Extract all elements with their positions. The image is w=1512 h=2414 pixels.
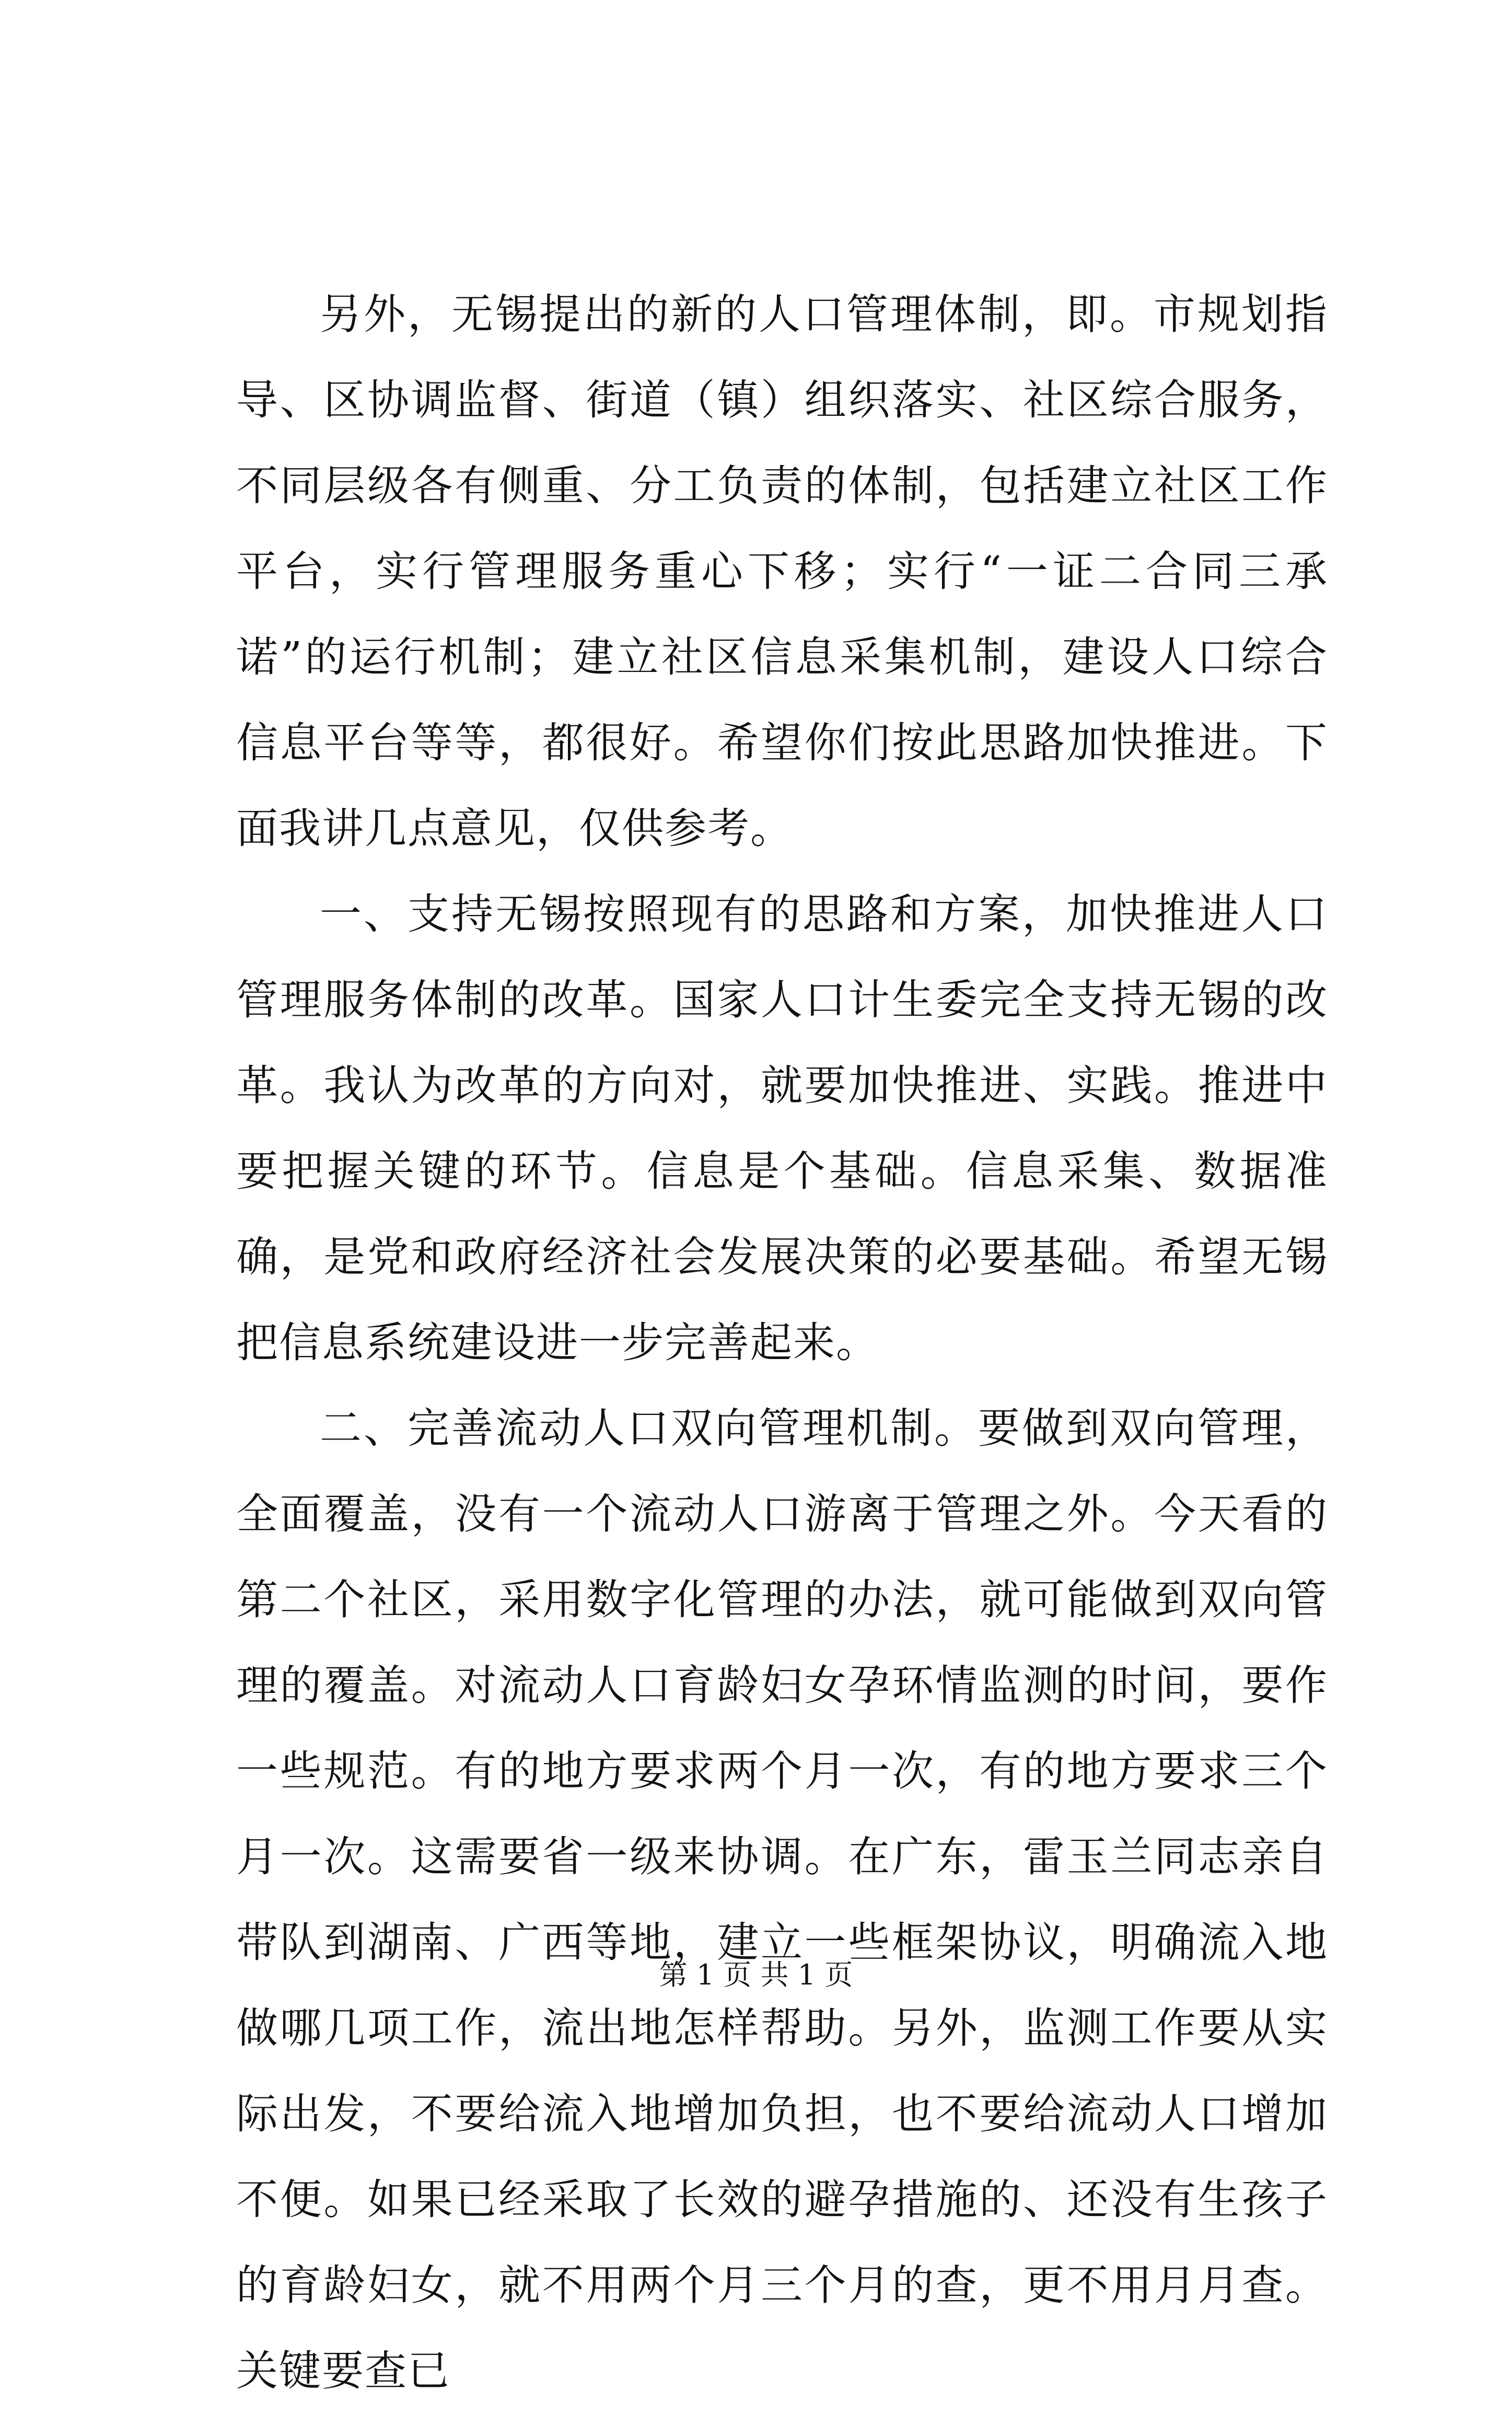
paragraph-2: 一、支持无锡按照现有的思路和方案，加快推进人口管理服务体制的改革。国家人口计生委完全支持无锡的改革。我认为改革的方向对，就要加快推进、实践。推进中要把握关键的环节。信息是个基础。信息采集、数据准确，是党和政府经济社会发展决策的必要基础。希望无锡把信息系统建设进一步完善起来。 [236, 890, 1328, 1367]
document-body [236, 272, 1328, 2414]
paragraph-1: 另外，无锡提出的新的人口管理体制，即。市规划指导、区协调监督、街道（镇）组织落实、社区综合服务，不同层级各有侧重、分工负责的体制，包括建立社区工作平台，实行管理服务重心下移；实行“一证二合同三承诺”的运行机制；建立社区信息采集机制，建设人口综合信息平台等等，都很好。希望你们按此思路加快推进。下面我讲几点意见，仅供参考。 [236, 290, 1328, 853]
paragraph-3: 二、完善流动人口双向管理机制。要做到双向管理，全面覆盖，没有一个流动人口游离于管理之外。今天看的第二个社区，采用数字化管理的办法，就可能做到双向管理的覆盖。对流动人口育龄妇女孕环情监测的时间，要作一些规范。有的地方要求两个月一次，有的地方要求三个月一次。这需要省一级来协调。在广东，雷玉兰同志亲自带队到湖南、广西等地，建立一些框架协议，明确流入地做哪几项工作，流出地怎样帮助。另外，监测工作要从实际出发，不要给流入地增加负担，也不要给流动人口增加不便。如果已经采取了长效的避孕措施的、还没有生孩子的育龄妇女，就不用两个月三个月的查，更不用月月查。关键要查已 [236, 1404, 1328, 2395]
page-footer: 第 1 页 共 1 页 [659, 1958, 853, 1991]
